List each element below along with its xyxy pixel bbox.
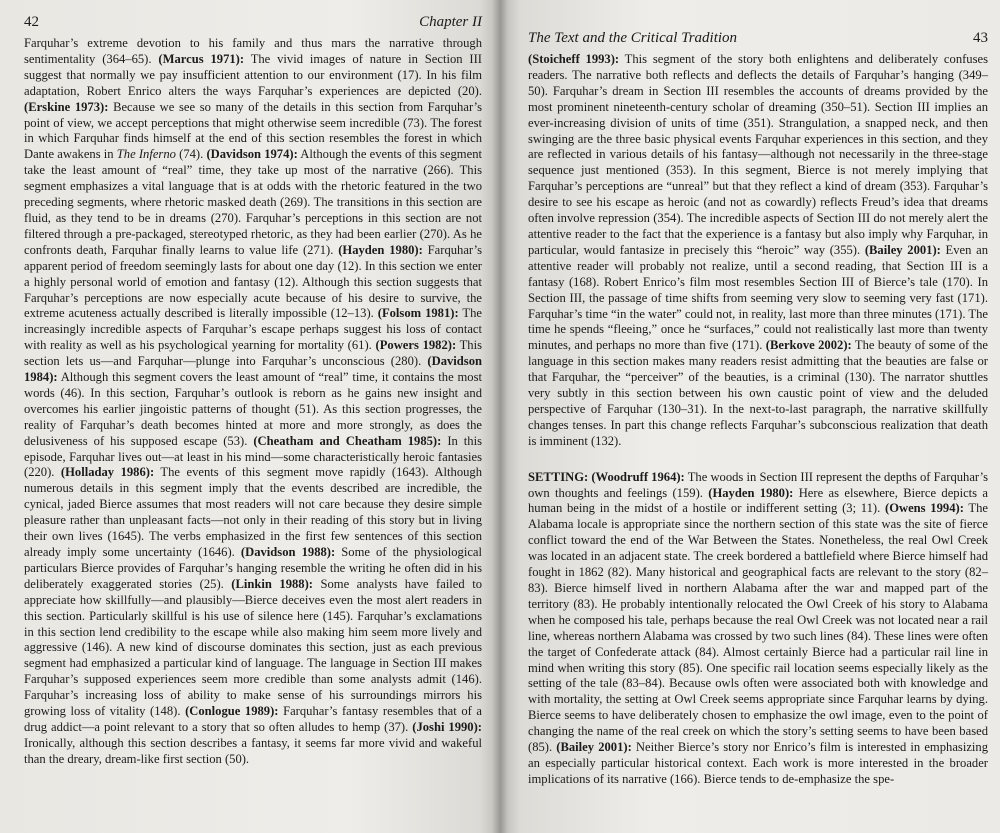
text-run: The increasingly incredible aspects of Farquhar’s escape perhaps suggest his loss of contact with reality as well as his psychological yearning for mortality (61). [24, 306, 482, 353]
citation-label: SETTING: (Woodruff 1964): [528, 469, 685, 484]
left-chapter-title: Chapter II [419, 14, 482, 30]
text-run: Farquhar’s extreme devotion to his family and thus mars the narrative through sentimentality (364–65). [24, 36, 482, 66]
text-run: The vivid images of nature in Section III suggest that normally we pay insufficient attention to our environment (17). In his film adaptation, Robert Enrico alters the ways Farquhar’s experiences are depicted (20). [24, 51, 482, 98]
citation-label: (Bailey 2001): [556, 740, 632, 755]
citation-label: (Hayden 1980): [338, 242, 423, 257]
right-running-head [528, 30, 988, 52]
text-run: The woods in Section III represent the depths of Farquhar’s own thoughts and feelings (159). [528, 469, 988, 500]
citation-label: (Berkove 2002): [765, 338, 852, 353]
text-run: (74). [175, 147, 207, 162]
left-paragraph-1 [24, 36, 482, 768]
text-run: Neither Bierce’s story nor Enrico’s film is interested in emphasizing an especially particular historical context. Each work is more interested in the broader implications of its narrative (166). Bierce tends to de-emphasize the spe- [528, 740, 988, 786]
citation-label: (Hayden 1980): [708, 485, 794, 500]
text-run: Even an attentive reader will probably not realize, until a second reading, that Section III is a fantasy (168). Robert Enrico’s film most resembles Section III of Bierce’s tale (170). In Section III, the passage of time shifts from seeming very slow to seeming very fast (171). Farquhar’s time “in the water” could not, in reality, last more than three minutes (171). The time he spends “fleeing,” once he “surfaces,” could not realistically last more than twenty minutes, and perhaps no more than five (171). [528, 242, 988, 353]
text-run: This section lets us—and Farquhar—plunge into Farquhar’s unconscious (280). [24, 338, 482, 369]
citation-label: (Folsom 1981): [377, 306, 459, 321]
text-run: Farquhar’s fantasy resembles that of a drug addict—a point relevant to a story that so often alludes to hemp (37). [24, 704, 482, 734]
right-section-title: The Text and the Critical Tradition [528, 30, 738, 46]
citation-label: (Bailey 2001): [864, 242, 941, 257]
citation-label: (Stoicheff 1993): [528, 52, 620, 66]
citation-label: (Davidson 1974): [206, 147, 298, 162]
citation-label: (Cheatham and Cheatham 1985): [253, 433, 442, 448]
citation-label: (Marcus 1971): [158, 51, 245, 66]
left-running-head [24, 14, 482, 36]
right-paragraph-1 [528, 52, 988, 450]
text-run: Some of the physiological particulars Bierce provides of Farquhar’s hanging resemble the writing he often did in his deliberately exaggerated stories (25). [24, 545, 482, 591]
right-page [500, 0, 1000, 833]
left-body-text [24, 36, 482, 768]
text-run: Farquhar’s apparent period of freedom seemingly lasts for about one day (12). In this section we enter a highly personal world of emotion and fantasy (12). Although this section suggests that Farquhar’s perceptions are now especially acute because of his desire to survive, the extreme acuteness actually described is literally impossible (12–13). [24, 242, 482, 321]
citation-label: (Erskine 1973): [24, 99, 109, 114]
citation-label: (Linkin 1988): [231, 576, 313, 591]
right-page-number: 43 [973, 30, 988, 46]
citation-label: (Holladay 1986): [60, 465, 155, 480]
section-gap [528, 450, 988, 470]
left-page-number: 42 [24, 14, 39, 30]
text-run: This segment of the story both enlightens and deliberately confuses readers. The narrative both reflects and deflects the details of Farquhar’s hanging (349–50). Farquhar’s dream in Section III resembles the accounts of dreams provided by the most prominent nineteenth-century scholar of dreaming (350–51). Section III implies an ever-increasing division of units of time (351). Strangulation, a snapped neck, and then swinging are the three basic physical events Farquhar experiences in this section, and they are reflected in various details of his fantasy—although not necessarily in the three-stage sequence just mentioned (353). In this segment, Bierce is not merely implying that Farquhar’s perceptions are “unreal” but that they reflect a kind of dream (353). Farquhar’s desire to see his escape as heroic (and not as cowardly) reflects Freud’s idea that dreams often involve repression (354). The incredible aspects of Section III do not merely alert the attentive reader to the fact that the experience is a fantasy but also imply why Farquhar, in particular, would fantasize in precisely this “heroic” way (355). [528, 52, 988, 257]
text-run: Although the events of this segment take the least amount of “real” time, they take up most of the narrative (266). This segment emphasizes a vital language that is at odds with the rhetoric featured in the two preceding segments, where rhetoric masked death (269). The transitions in this section are fluid, as they tend to be in dreams (270). Farquhar’s perceptions in this section are not filtered through a pre-packaged, stereotyped rhetoric, as they had been earlier (270). As he confronts death, Farquhar finally learns to value life (271). [24, 147, 482, 257]
work-title: The Inferno [116, 147, 176, 162]
citation-label: (Davidson 1988): [240, 545, 336, 559]
citation-label: (Joshi 1990): [412, 719, 482, 734]
text-run: Here as elsewhere, Bierce depicts a human being in the midst of a hostile or indifferent setting (3; 11). [528, 485, 989, 516]
text-run: Ironically, although this section describes a fantasy, it seems far more vivid and wakeful than the dreary, dream-like first section (50). [24, 735, 482, 766]
citation-label: (Owens 1994): [885, 501, 964, 516]
citation-label: (Powers 1982): [375, 338, 457, 353]
right-paragraph-setting [528, 470, 988, 788]
right-body-text [528, 52, 988, 788]
text-run: The beauty of some of the language in this section makes many readers resist admitting that the beauties are false or that Farquhar, the “perceiver” of the beauties, is a criminal (130). The narrator shuttles very subtly in this section between his own caustic point of view and the deluded perspective of Farquhar (130–31). In the next-to-last paragraph, the narrative skillfully changes tenses. In part this change reflects Farquhar’s subconscious realization that death is imminent (132). [528, 338, 989, 448]
text-run: Because we see so many of the details in this section from Farquhar’s point of view, we accept perceptions that might otherwise seem incredible (73). The forest in which Farquhar finds himself at the end of this section resembles the forest in which Dante awakens in [24, 99, 483, 162]
text-run: Although this segment covers the least amount of “real” time, it contains the most words (46). In this section, Farquhar’s outlook is reborn as he gains new insight and overcomes his earlier jingoistic patterns of thought (51). As this section progresses, the reality of Farquhar’s death becomes hinted at more and more strongly, as does the delusiveness of his supposed escape (53). [24, 370, 482, 448]
citation-label: (Conlogue 1989): [185, 704, 279, 719]
citation-label: (Davidson 1984): [24, 354, 482, 385]
text-run: The events of this segment move rapidly (1643). Although numerous details in this segment imply that the events described are incredible, the cynical, jaded Bierce assumes that most readers will not care because they desire simple pleasure rather than unpleasant facts—not only in their reading of this story but in living their own lives (1645). The verbs emphasized in the first few sentences of this section already imply some uncertainty (1646). [24, 465, 483, 559]
text-run: Some analysts have failed to appreciate how skillfully—and plausibly—Bierce deceives even the most alert readers in this section. Particularly skillful is his use of silence here (145). Farquhar’s exclamations in this section lend credibility to the escape while also making him seem more lively and aggressive (146). A new kind of discourse dominates this section, just as each previous segment had emphasized a particular kind of language. The language in Section III makes Farquhar’s supposed experiences seem more credible than some analysts admit (146). Farquhar’s increasing loss of ability to make sense of his surroundings mirrors his growing loss of vitality (148). [24, 576, 482, 719]
text-run: The Alabama locale is appropriate since the northern section of this state was the site of fierce conflict toward the end of the War Between the States. Nonetheless, the real Owl Creek was located in an adjacent state. The creek bordered a battlefield where Bierce himself had fought in 1862 (82). Many historical and geographical facts are relevant to the story (82–83). Bierce himself lived in northern Alabama after the war and mapped part of the territory (83). He probably intentionally relocated the Owl Creek of his story to Alabama when he composed his tale, perhaps because the real Owl Creek was not located near a rail line, whereas northern Alabama was crossed by two such lines (84). These lines were often the target of Confederate attack (84). Almost certainly Bierce had a particular rail line in mind when writing this story (85). One specific rail location seems especially likely as the setting of the tale (83–84). Because owls often were associated both with knowledge and with mortality, the setting at Owl Creek seems appropriate since Farquhar learns by dying. Bierce seems to have deliberately chosen to emphasize the owl image, even to the point of changing the name of the real creek on which the story’s setting seems to have been based (85). [528, 501, 988, 755]
text-run: In this episode, Farquhar lives out—at least in his mind—some characteristically heroic fantasies (220). [24, 433, 482, 480]
